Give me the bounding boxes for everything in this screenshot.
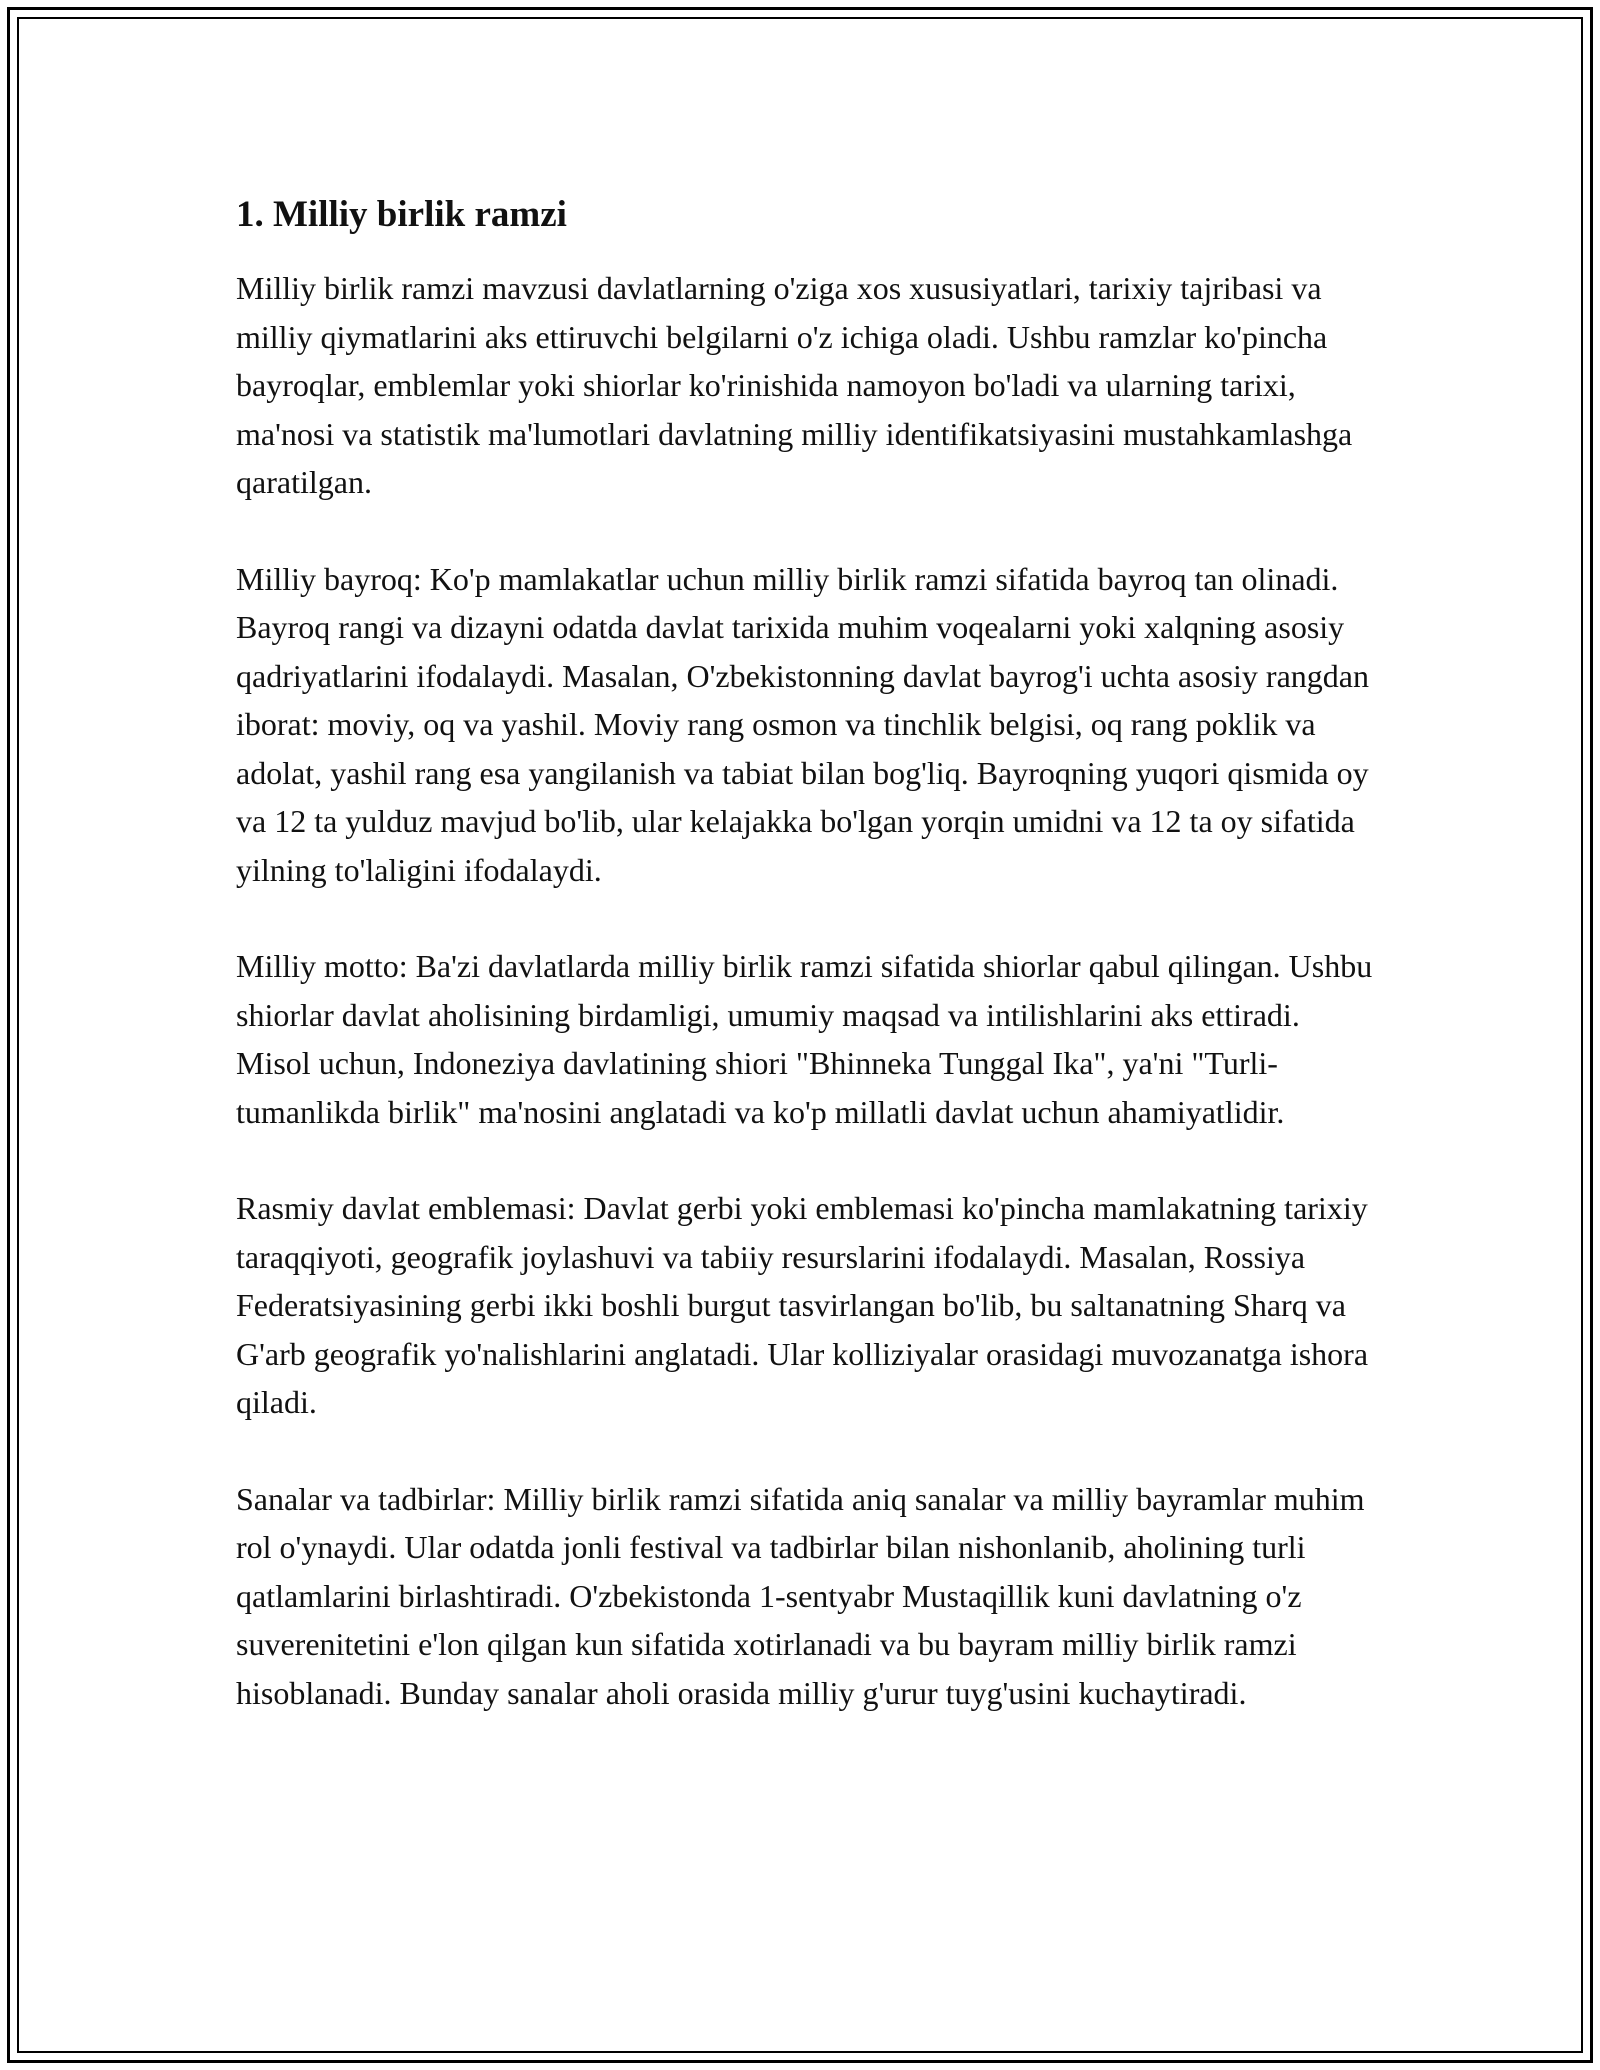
paragraph-state-emblem: Rasmiy davlat emblemasi: Davlat gerbi yoki emblemasi ko'pincha mamlakatning tarixiy taraqqiyoti, geografik joylashuvi va tabiiy resurslarini ifodalaydi. Masalan, Rossiya Federatsiyasining gerbi ikki boshli burgut tasvirlangan bo'lib, bu saltanatning Sharq va G'arb geografik yo'nalishlarini anglatadi. Ular kolliziyalar orasidagi muvozanatga ishora qiladi. [236,1190,1369,1420]
paragraph-dates-events: Sanalar va tadbirlar: Milliy birlik ramzi sifatida aniq sanalar va milliy bayramlar muhim rol o'ynaydi. Ular odatda jonli festival va tadbirlar bilan nishonlanib, aholining turli qatlamlarini birlashtiradi. O'zbekistonda 1-sentyabr Mustaqillik kuni davlatning o'z suverenitetini e'lon qilgan kun sifatida xotirlanadi va bu bayram milliy birlik ramzi hisoblanadi. Bunday sanalar aholi orasida milliy g'urur tuyg'usini kuchaytiradi. [236,1480,1365,1711]
document-body [236,186,1376,1765]
paragraph-national-flag: Milliy bayroq: Ko'p mamlakatlar uchun milliy birlik ramzi sifatida bayroq tan olinadi. Bayroq rangi va dizayni odatda davlat tarixida muhim voqealarni yoki xalqning asosiy qadriyatlarini ifodalaydi. Masalan, O'zbekistonning davlat bayrog'i uchta asosiy rangdan iborat: moviy, oq va yashil. Moviy rang osmon va tinchlik belgisi, oq rang poklik va adolat, yashil rang esa yangilanish va tabiat bilan bog'liq. Bayroqning yuqori qismida oy va 12 ta yulduz mavjud bo'lib, ular kelajakka bo'lgan yorqin umidni va 12 ta oy sifatida yilning to'laligini ifodalaydi. [236,560,1369,888]
paragraph-national-motto: Milliy motto: Ba'zi davlatlarda milliy birlik ramzi sifatida shiorlar qabul qilingan. Ushbu shiorlar davlat aholisining birdamligi, umumiy maqsad va intilishlarini aks ettiradi. Misol uchun, Indoneziya davlatining shiori "Bhinneka Tunggal Ika", ya'ni "Turli-tumanlikda birlik" ma'nosini anglatadi va ko'p millatli davlat uchun ahamiyatlidir. [236,948,1373,1130]
section-heading: 1. Milliy birlik ramzi [236,194,567,235]
paragraph-intro: Milliy birlik ramzi mavzusi davlatlarning o'ziga xos xususiyatlari, tarixiy tajribasi va milliy qiymatlarini aks ettiruvchi belgilarni o'z ichiga oladi. Ushbu ramzlar ko'pincha bayroqlar, emblemlar yoki shiorlar ko'rinishida namoyon bo'ladi va ularning tarixi, ma'nosi va statistik ma'lumotlari davlatning milliy identifikatsiyasini mustahkamlashga qaratilgan. [236,270,1353,500]
